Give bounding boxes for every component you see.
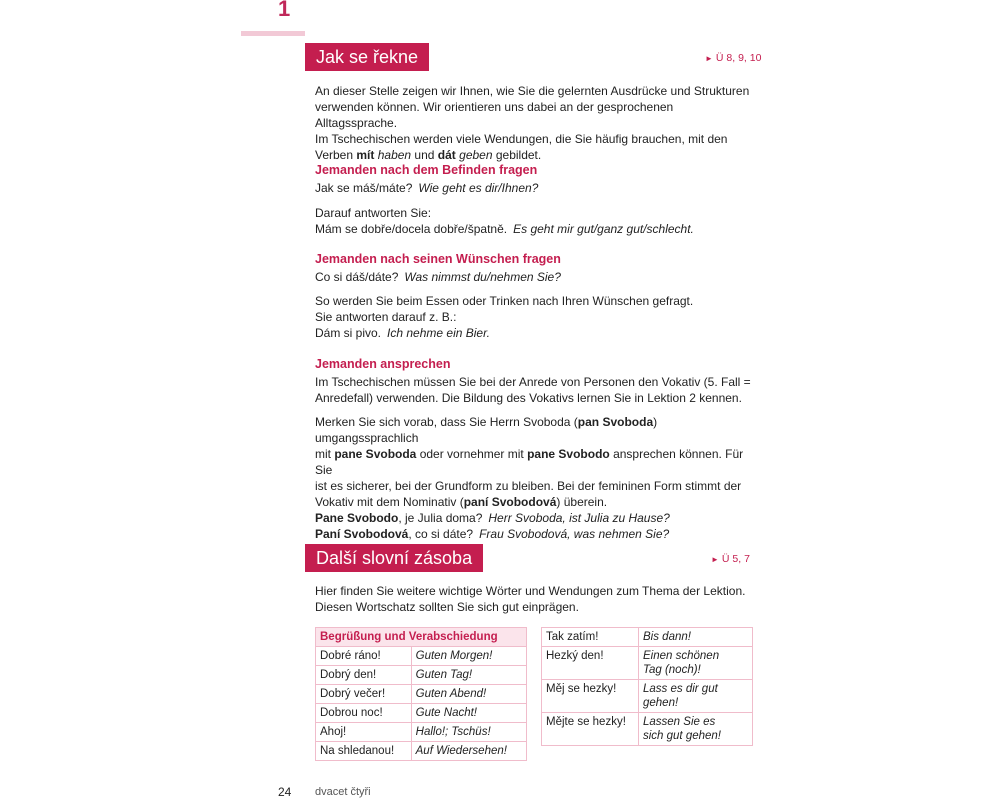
triangle-right-icon: ► [711, 555, 719, 564]
table-row: Ahoj! Hallo!; Tschüs! [316, 723, 527, 742]
exercise-ref-1 [705, 52, 761, 64]
text-line: mit pane Svoboda oder vornehmer mit pane Svobodo ansprechen können. Für Sie [315, 447, 744, 477]
text-line: Merken Sie sich vorab, dass Sie Herrn Svoboda (pan Svoboda) umgangssprachlich [315, 415, 658, 445]
table-row: Dobrý večer! Guten Abend! [316, 685, 527, 704]
example-line: Pane Svobodo, je Julia doma? Herr Svoboda, ist Julia zu Hause? [315, 511, 670, 525]
intro-paragraph [315, 83, 755, 163]
table-row: Dobrou noc! Gute Nacht! [316, 704, 527, 723]
table-row: Tak zatím! Bis dann! [542, 628, 753, 647]
wuensche-answer-block [315, 293, 755, 341]
example-line: Co si dáš/dáte? Was nimmst du/nehmen Sie? [315, 270, 561, 284]
vocab-table-farewells [541, 627, 753, 746]
page-number-words: dvacet čtyři [315, 786, 371, 798]
intro-line: An dieser Stelle zeigen wir Ihnen, wie Sie die gelernten Ausdrücke und Strukturen [315, 84, 750, 98]
text-line: Vokativ mit dem Nominativ (paní Svobodová) überein. [315, 495, 608, 509]
intro-line: Verben mít haben und dát geben gebildet. [315, 148, 542, 162]
text-line: So werden Sie beim Essen oder Trinken nach Ihren Wünschen gefragt. [315, 294, 694, 308]
subheading-befinden: Jemanden nach dem Befinden fragen [315, 163, 538, 177]
example-line: Dám si pivo. Ich nehme ein Bier. [315, 326, 490, 340]
exercise-ref-label: Ü 8, 9, 10 [715, 52, 762, 64]
text-line: Diesen Wortschatz sollten Sie sich gut einprägen. [315, 600, 579, 614]
text-line: Sie antworten darauf z. B.: [315, 310, 457, 324]
text-line: ist es sicherer, bei der Grundform zu bleiben. Bei der femininen Form stimmt der [315, 479, 742, 493]
table-row: Hezký den! Einen schönen Tag (noch)! [542, 647, 753, 680]
table-row: Mějte se hezky! Lassen Sie es sich gut gehen! [542, 713, 753, 746]
page-number: 24 [278, 785, 292, 799]
subheading-wuensche: Jemanden nach seinen Wünschen fragen [315, 252, 561, 266]
vocab-table-header: Begrüßung und Verabschiedung [316, 628, 527, 647]
chapter-rule [241, 31, 305, 36]
befinden-block [315, 180, 755, 196]
table-row: Měj se hezky! Lass es dir gut gehen! [542, 680, 753, 713]
example-line: Paní Svobodová, co si dáte? Frau Svobodová, was nehmen Sie? [315, 527, 670, 541]
intro-line: Im Tschechischen werden viele Wendungen, die Sie häufig brauchen, mit den [315, 132, 728, 146]
text-line: Hier finden Sie weitere wichtige Wörter und Wendungen zum Thema der Lektion. [315, 584, 746, 598]
section-title-jak-se-rekne: Jak se řekne [305, 43, 429, 71]
section-title-dalsi-slovni-zasoba: Další slovní zásoba [305, 544, 483, 572]
befinden-answer-block [315, 205, 755, 237]
intro-line: verwenden können. Wir orientieren uns dabei an der gesprochenen Alltagssprache. [315, 100, 674, 130]
example-line: Mám se dobře/docela dobře/špatně. Es geht mir gut/ganz gut/schlecht. [315, 222, 694, 236]
ansprechen-paragraph-1 [315, 374, 755, 406]
table-row: Dobré ráno! Guten Morgen! [316, 647, 527, 666]
table-row: Dobrý den! Guten Tag! [316, 666, 527, 685]
triangle-right-icon: ► [705, 54, 713, 63]
ansprechen-paragraph-2 [315, 414, 755, 542]
exercise-ref-2 [711, 553, 750, 565]
text-line: Darauf antworten Sie: [315, 206, 432, 220]
text-line: Im Tschechischen müssen Sie bei der Anrede von Personen den Vokativ (5. Fall = [315, 375, 751, 389]
vocab-intro [315, 583, 755, 615]
table-row: Na shledanou! Auf Wiedersehen! [316, 742, 527, 761]
wuensche-block [315, 269, 755, 285]
vocab-table-greetings [315, 627, 527, 761]
example-line: Jak se máš/máte? Wie geht es dir/Ihnen? [315, 181, 539, 195]
subheading-ansprechen: Jemanden ansprechen [315, 357, 451, 371]
chapter-number: 1 [278, 0, 291, 21]
exercise-ref-label: Ü 5, 7 [721, 553, 750, 565]
text-line: Anredefall) verwenden. Die Bildung des Vokativs lernen Sie in Lektion 2 kennen. [315, 391, 742, 405]
